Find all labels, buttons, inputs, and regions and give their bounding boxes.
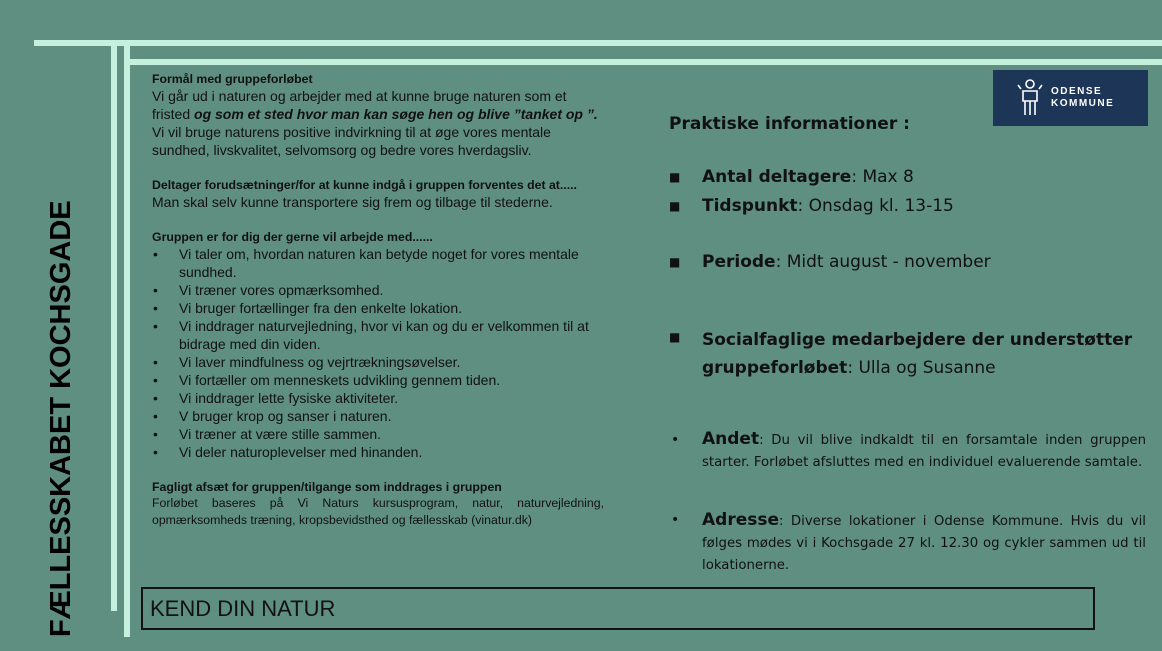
list-item: • Vi inddrager naturvejledning, hvor vi kan og du er velkommen til at bidrage med din viden.	[152, 317, 604, 353]
period-item: Periode: Midt august - november	[702, 252, 991, 272]
purpose-heading: Formål med gruppeforløbet	[152, 72, 313, 86]
list-item: • Vi fortæller om menneskets udvikling gennem tiden.	[152, 371, 604, 389]
top-line-1	[34, 40, 1162, 46]
purpose-text-2: Vi vil bruge naturens positive indvirkning til at øge vores mentale sundhed, livskvalitet, selvomsorg og bedre vores hverdagsliv.	[152, 124, 551, 158]
square-bullet-icon: ■	[669, 170, 681, 184]
activities-heading: Gruppen er for dig der gerne vil arbejde med......	[152, 230, 433, 244]
bullet-dot-icon: •	[671, 432, 680, 448]
bullet-dot-icon: •	[671, 512, 680, 528]
vertical-line-2	[124, 46, 130, 637]
list-item: • Vi bruger fortællinger fra den enkelte lokation.	[152, 299, 604, 317]
list-item: • Vi inddrager lette fysiske aktiviteter.	[152, 389, 604, 407]
square-bullet-icon: ■	[669, 199, 681, 213]
list-item: • Vi laver mindfulness og vejrtrækningsøvelser.	[152, 353, 604, 371]
practical-info-title: Praktiske informationer :	[669, 114, 910, 134]
logo-line-1: ODENSE	[1051, 86, 1103, 97]
prerequisites-heading: Deltager forudsætninger/for at kunne indgå i gruppen forventes det at.....	[152, 178, 577, 192]
purpose-text: Vi går ud i naturen og arbejder med at kunne bruge naturen som et fristed og som et sted hvor man kan søge hen og blive ”tanket op ”.	[152, 88, 598, 122]
odense-kommune-logo	[993, 70, 1148, 126]
approach-heading: Fagligt afsæt for gruppen/tilgange som inddrages i gruppen	[152, 480, 502, 494]
staff-item: Socialfaglige medarbejdere der understøtter gruppeforløbet: Ulla og Susanne	[702, 330, 1133, 378]
prerequisites-text: Man skal selv kunne transportere sig frem og tilbage til stederne.	[152, 194, 553, 210]
list-item: • Vi taler om, hvordan naturen kan betyde noget for vores mentale sundhed.	[152, 245, 604, 281]
square-bullet-icon: ■	[669, 330, 681, 344]
sidebar-title: FÆLLESSKABET KOCHSGADE	[45, 200, 77, 637]
bottom-title-box: KEND DIN NATUR	[141, 587, 1095, 630]
city-crest-icon	[1015, 77, 1045, 119]
other-item: Andet: Du vil blive indkaldt til en forsamtale inden gruppen starter. Forløbet afsluttes med en individuel evaluerende samtale.	[702, 429, 1146, 470]
logo-line-2: KOMMUNE	[1051, 98, 1115, 109]
square-bullet-icon: ■	[669, 255, 681, 269]
address-item: Adresse: Diverse lokationer i Odense Kommune. Hvis du vil følges mødes vi i Kochsgade 27 kl. 12.30 og cykler sammen ud til lokationerne.	[702, 510, 1146, 573]
list-item: • Vi deler naturoplevelser med hinanden.	[152, 443, 604, 461]
left-column	[152, 71, 604, 529]
list-item: • Vi træner vores opmærksomhed.	[152, 281, 604, 299]
time-item: Tidspunkt: Onsdag kl. 13-15	[702, 196, 954, 216]
list-item: • V bruger krop og sanser i naturen.	[152, 407, 604, 425]
approach-text: Forløbet baseres på Vi Naturs kursusprogram, natur, naturvejledning, opmærksomheds træning, kropsbevidsthed og fællesskab (vinatur.dk)	[152, 496, 604, 527]
participants-item: Antal deltagere: Max 8	[702, 167, 914, 187]
top-line-2	[130, 59, 1162, 65]
list-item: • Vi træner at være stille sammen.	[152, 425, 604, 443]
vertical-line-1	[111, 46, 117, 611]
activities-list	[152, 245, 604, 461]
